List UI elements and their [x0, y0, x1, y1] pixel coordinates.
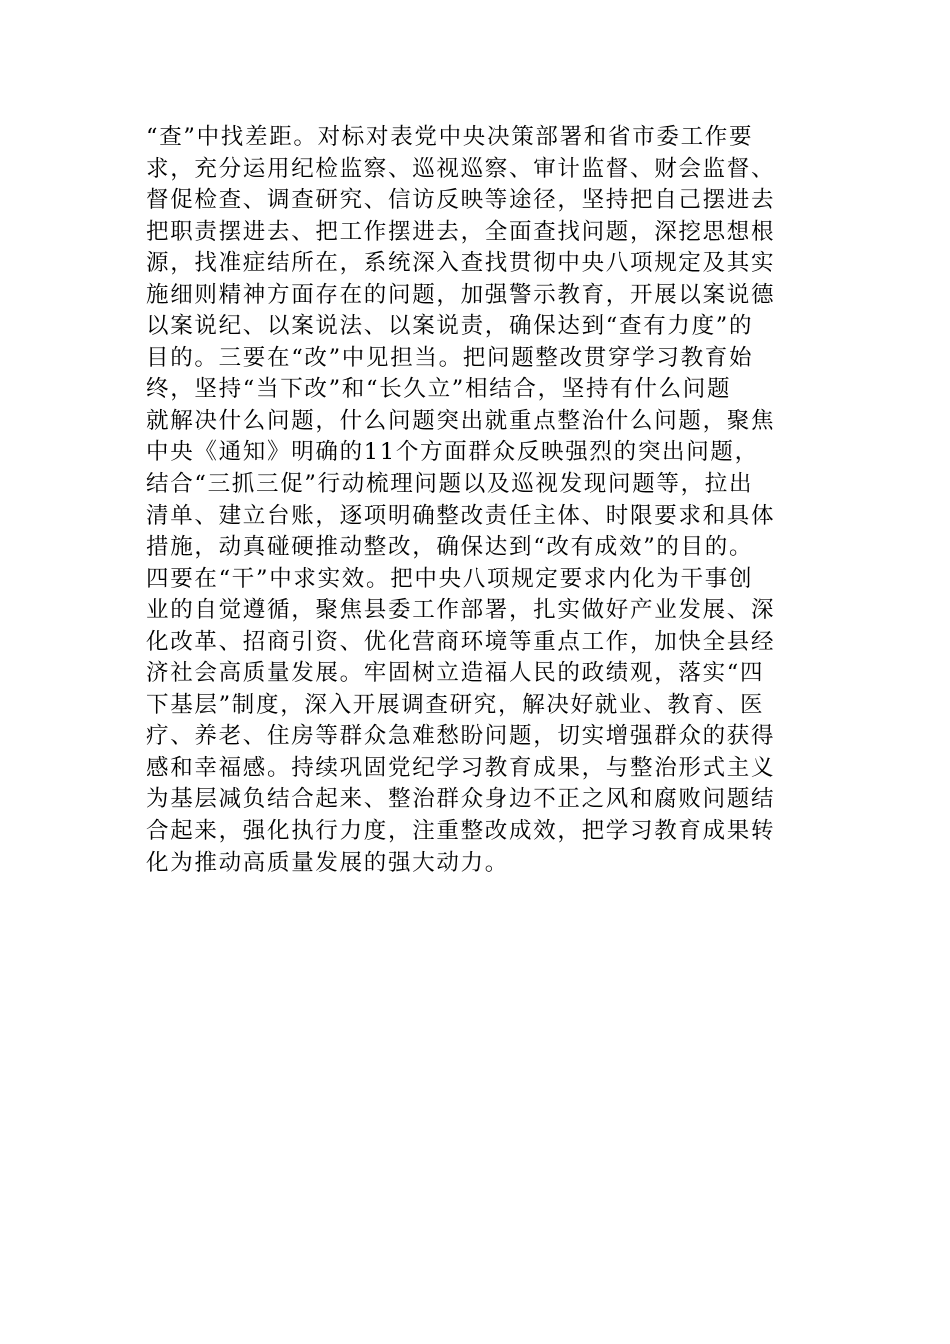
text-line: “查”中找差距。对标对表党中央决策部署和省市委工作要	[146, 124, 754, 150]
text-line: 结合“三抓三促”行动梳理问题以及巡视发现问题等，拉出	[146, 471, 754, 498]
text-line: 感和幸福感。持续巩固党纪学习教育成果，与整治形式主义	[146, 754, 776, 781]
text-line: 合起来，强化执行力度，注重整改成效，把学习教育成果转	[146, 818, 776, 845]
text-line: 化改革、招商引资、优化营商环境等重点工作，加快全县经	[146, 628, 776, 655]
text-line: 施细则精神方面存在的问题，加强警示教育，开展以案说德	[146, 281, 776, 308]
text-line: 就解决什么问题，什么问题突出就重点整治什么问题，聚焦	[146, 407, 776, 434]
text-line: 清单、建立台账，逐项明确整改责任主体、时限要求和具体	[146, 502, 776, 529]
text-line: 督促检查、调查研究、信访反映等途径，坚持把自己摆进去	[146, 187, 776, 214]
text-line: 把职责摆进去、把工作摆进去，全面查找问题，深挖思想根	[146, 218, 776, 245]
text-line: 源，找准症结所在，系统深入查找贯彻中央八项规定及其实	[146, 250, 776, 277]
text-line: 求，充分运用纪检监察、巡视巡察、审计监督、财会监督、	[146, 155, 776, 182]
text-line: 济社会高质量发展。牢固树立造福人民的政绩观，落实“四	[146, 660, 765, 687]
text-line: 中央《通知》明确的11个方面群众反映强烈的突出问题，	[146, 439, 759, 466]
text-line: 目的。三要在“改”中见担当。把问题整改贯穿学习教育始	[146, 344, 754, 371]
text-line: 终，坚持“当下改”和“长久立”相结合，坚持有什么问题	[146, 376, 732, 403]
text-line: 为基层减负结合起来、整治群众身边不正之风和腐败问题结	[146, 786, 776, 813]
text-line: 下基层”制度，深入开展调查研究，解决好就业、教育、医	[146, 691, 765, 718]
text-line: 疗、养老、住房等群众急难愁盼问题，切实增强群众的获得	[146, 723, 776, 750]
text-line: 业的自觉遵循，聚焦县委工作部署，扎实做好产业发展、深	[146, 597, 776, 624]
text-line: 以案说纪、以案说法、以案说责，确保达到“查有力度”的	[146, 313, 754, 340]
text-line: 四要在“干”中求实效。把中央八项规定要求内化为干事创	[146, 565, 754, 592]
text-line: 措施，动真碰硬推动整改，确保达到“改有成效”的目的。	[146, 534, 754, 561]
body-text	[146, 122, 816, 879]
text-line: 化为推动高质量发展的强大动力。	[146, 849, 510, 876]
